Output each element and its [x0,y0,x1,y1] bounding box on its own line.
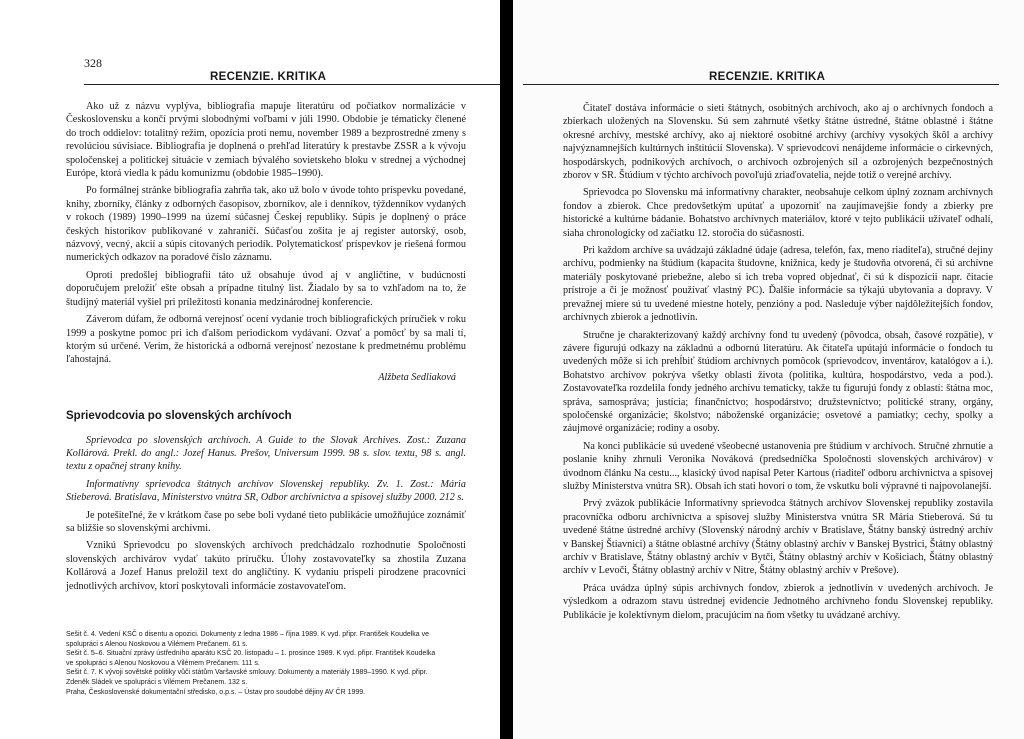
book-gutter [500,0,513,739]
header-rule [523,84,999,85]
paragraph: Práca uvádza úplný súpis archívnych fondov, zbierok a jednotlivín v uvedených archívoch. Je výsledkom a odrazom stavu ústrednej evidencie Jednotného archívneho fondu Slovenskej republiky. Publikácie je kolektívnym dielom, pracujúcim na ňom všetky tu uvádzané archívy. [563,582,993,621]
right-column [563,102,993,626]
section-title: Sprievodcovia po slovenských archívoch [66,410,292,423]
page-number: 328 [84,56,102,70]
paragraph: Ako už z názvu vyplýva, bibliografia mapuje literatúru od počiatkov normalizácie v Československu a končí prvými slobodnými voľbami v júli 1990. Obdobie je tématicky členené do troch oddielov: totalitný režim, opozícia proti nemu, november 1989 a bezprostredné zmeny s revolúciou súvisiace. Bibliografia je doplnená o prehľad literatúry k prestavbe ZSSR a k vývoju spoločenskej a politickej situácie v zemiach bývalého sovietskeho bloku v strednej a východnej Európe, ktorá viedla k pádu komunizmu (obdobie 1985–1990). [66,101,466,180]
bibliographic-entry: Sprievodca po slovenských archívoch. A Guide to the Slovak Archives. Zost.: Zuzana Kollárová. Prekl. do angl.: Jozef Hanus. Prešov, Universum 1999. 98 s. slov. textu, 98 s. angl. textu z opačnej strany knihy. [66,434,466,473]
paragraph: Pri každom archíve sa uvádzajú základné údaje (adresa, telefón, fax, meno riaditeľa), stručné dejiny archívu, podmienky na štúdium (kapacita študovne, knižnica, kedy je študovňa otvorená, či sú archívne materiály poskytované priebežne, alebo si ich treba vopred objednať, či sú k dispozícii napr. čitacie prístroje a či je možnosť používať vlastný PC). Ďalšie informácie sa týkajú ubytovania a dopravy. V prevažnej miere sú tu uvedené miestne hotely, penzióny a pod. Nasleduje výber najdôležitejších fondov, archívnych zbierok a jednotlivín. [563,245,993,324]
left-page [0,0,500,739]
header-rule [84,84,500,85]
paragraph: Oproti predošlej bibliografii táto už obsahuje úvod aj v angličtine, v budúcnosti doporučujem preložiť ešte obsah a prípadne titulný list. Žiadalo by sa to vzhľadom na to, že študijný materiál vyšiel pri príležitosti konania medzinárodnej konferencie. [66,269,466,308]
paragraph: Po formálnej stránke bibliografia zahrňa tak, ako už bolo v úvode tohto príspevku povedané, knihy, zborníky, články z odborných časopisov, zborníkov, ale i denníkov, týždenníkov vydaných v rokoch (1989) 1990–1999 na území súčasnej Českej republiky. Súpis je doplnený o práce českých historikov publikované v zahraničí. Súčasťou zošita je aj register autorský, osob, názvový, vecný, akcií a súpis citovaných periodík. Polytematickosť príspevkov je riešená formou numerických odkazov na poradové číslo záznamu. [66,185,466,264]
footnote: Praha, Československé dokumentační středisko, o.p.s. – Ústav pro soudobé dějiny AV ČR 1999. [66,688,366,696]
paragraph: Čitateľ dostáva informácie o sieti štátnych, osobitných archívoch, ako aj o archívnych fondoch a zbierkach uložených na Slovensku. Sú sem zahrnuté všetky štátne ústredné, štátne oblastné i štátne okresné archívy, mestské archívy, ako aj niektoré osobitné archívy (archívy vysokých škôl a archívy najvýznamnejších kultúrnych inštitúcií Slovenska). V sprievodcovi nenájdeme informácie o cirkevných, hospodárskych, podnikových archívoch, o archívoch ozbrojených síl a ozbrojených bezpečnostných zborov v SR. Štúdium v týchto archívoch povoľujú zriaďovatelia, nejde totiž o verejné archívy. [563,103,993,182]
paragraph: Vznikú Sprievodcu po slovenských archívoch predchádzalo rozhodnutie Spoločnosti slovenských archivárov vydať takúto príručku. Úlohy zostavovateľky sa zhostila Zuzana Kollárová a Jozef Hanus preložil text do angličtiny. K vydaniu prispeli pirodzene pracovníci jednotlivých archívov, ktorí poskytovali informácie zostavovateľom. [66,540,466,592]
running-head: RECENZIE. KRITIKA [210,71,327,83]
paragraph: Na konci publikácie sú uvedené všeobecné ustanovenia pre štúdium v archívoch. Stručné zhrnutie a poslanie knihy zhrnuli Veronika Nováková (predsedníčka Spoločnosti slovenských archivárov) v úvodnom článku Na cestu..., klasický úvod napísal Peter Kartous (riaditeľ odboru archívnictva a spisovej služby Ministerstva vnútra SR). Obsah ich stati hovorí o tom, že vskutku boli výpravné ti najpovolanejší. [563,440,993,492]
footnote: Sešit č. 5–6. Situační zprávy ústředního aparátu KSČ 20. listopadu – 1. prosince 1989. K vyd. připr. František Koudelka ve spolupráci s Alenou Noskovou a Vilémem Prečanem. 111 s. [66,650,436,667]
footnote: Sešit č. 7. K vývoji sovětské politiky vůči státům Varšavské smlouvy. Dokumenty a materiály 1989–1990. K vyd. připr. Zdeněk Sládek ve spolupráci s Vilémem Prečanem. 132 s. [66,669,428,686]
paragraph: Prvý zväzok publikácie Informatívny sprievodca štátnych archívov Slovenskej republiky zostavila pracovníčka odboru archívnictva a spisovej služby Ministerstva vnútra SR Mária Stieberová. Sú tu uvedené štátne ústredné archívy (Slovenský národný archív v Bratislave, Štátny banský ústredný archív v Banskej Štiavnici) a štátne oblastné archívy (Štátny oblastný archív v Banskej Bystrici, Štátny oblastný archív v Bratislave, Štátny oblastný archív v Bytči, Štátny oblastný archív v Košiciach, Štátny oblastný archív v Levoči, Štátny oblastný archív v Nitre, Štátny oblastný archív v Prešove). [563,498,993,577]
paragraph: Je potešiteľné, že v krátkom čase po sebe boli vydané tieto publikácie umožňujúce zoznámiť sa bližšie so slovenskými archívmi. [66,509,466,534]
bibliographic-entry: Informatívny sprievodca štátnych archívov Slovenskej republiky. Zv. 1. Zost.: Mária Stieberová. Bratislava, Ministerstvo vnútra SR, Odbor archívnictva a spisovej služby 2000. 212 s. [66,478,466,504]
footnote: Sešit č. 4. Vedení KSČ o disentu a opozici. Dokumenty z ledna 1986 – října 1989. K vyd. připr. František Koudelka ve spolupráci s Alenou Noskovou a Vilémem Prečanem. 61 s. [66,631,430,648]
review-signature: Alžbeta Sedliaková [378,371,456,383]
running-head: RECENZIE. KRITIKA [709,71,826,83]
footnotes [66,630,438,697]
paragraph: Sprievodca po Slovensku má informatívny charakter, neobsahuje celkom úplný zoznam archívnych fondov a zbierok. Chce predovšetkým upútať a upozorniť na zaujímavejšie fondy a zbierky pre historické a kultúrne bádanie. Bohatstvo archívnych materiálov, ktoré v tejto publikácii užívateľ odhalí, siaha chronologicky od začiatku 12. storočia do súčasnosti. [563,187,993,239]
right-page [513,0,1024,739]
paragraph: Stručne je charakterizovaný každý archívny fond tu uvedený (pôvodca, obsah, časové rozpätie), v závere figurujú odkazy na základnú a odbornú literatúru. Ak čitateľa upútajú informácie o fondoch tu uvedených môže si ich prehĺbiť štúdiom archívnych pomôcok (sprievodcov, inventárov, katalógov a i.). Bohatstvo archívov pokrýva všetky oblasti života (politika, kultúra, hospodárstvo, veda a pod.). Zostavovateľka rozdelila fondy jedného archívu tematicky, takže tu figurujú fondy z oblastí: štátna moc, správa, samospráva; justícia; finančníctvo; hospodárstvo; družstevníctvo; politické strany, orgány, spoločenské organizácie; školstvo; náboženské organizácie; osvetové a pamiatky; cechy, spolky a záujmové organizácie; rodiny a osoby. [563,329,993,435]
left-column [66,100,466,597]
paragraph: Záverom dúfam, že odborná verejnosť ocení vydanie troch bibliografických príručiek v roku 1999 a poskytne pomoc pri ich ďalšom periodickom vydávaní. Ozvať a pomôcť by sa mali tí, ktorým sú určené. Verím, že historická a odborná verejnosť nezostane k predmetnému problému ľahostajná. [66,314,466,366]
